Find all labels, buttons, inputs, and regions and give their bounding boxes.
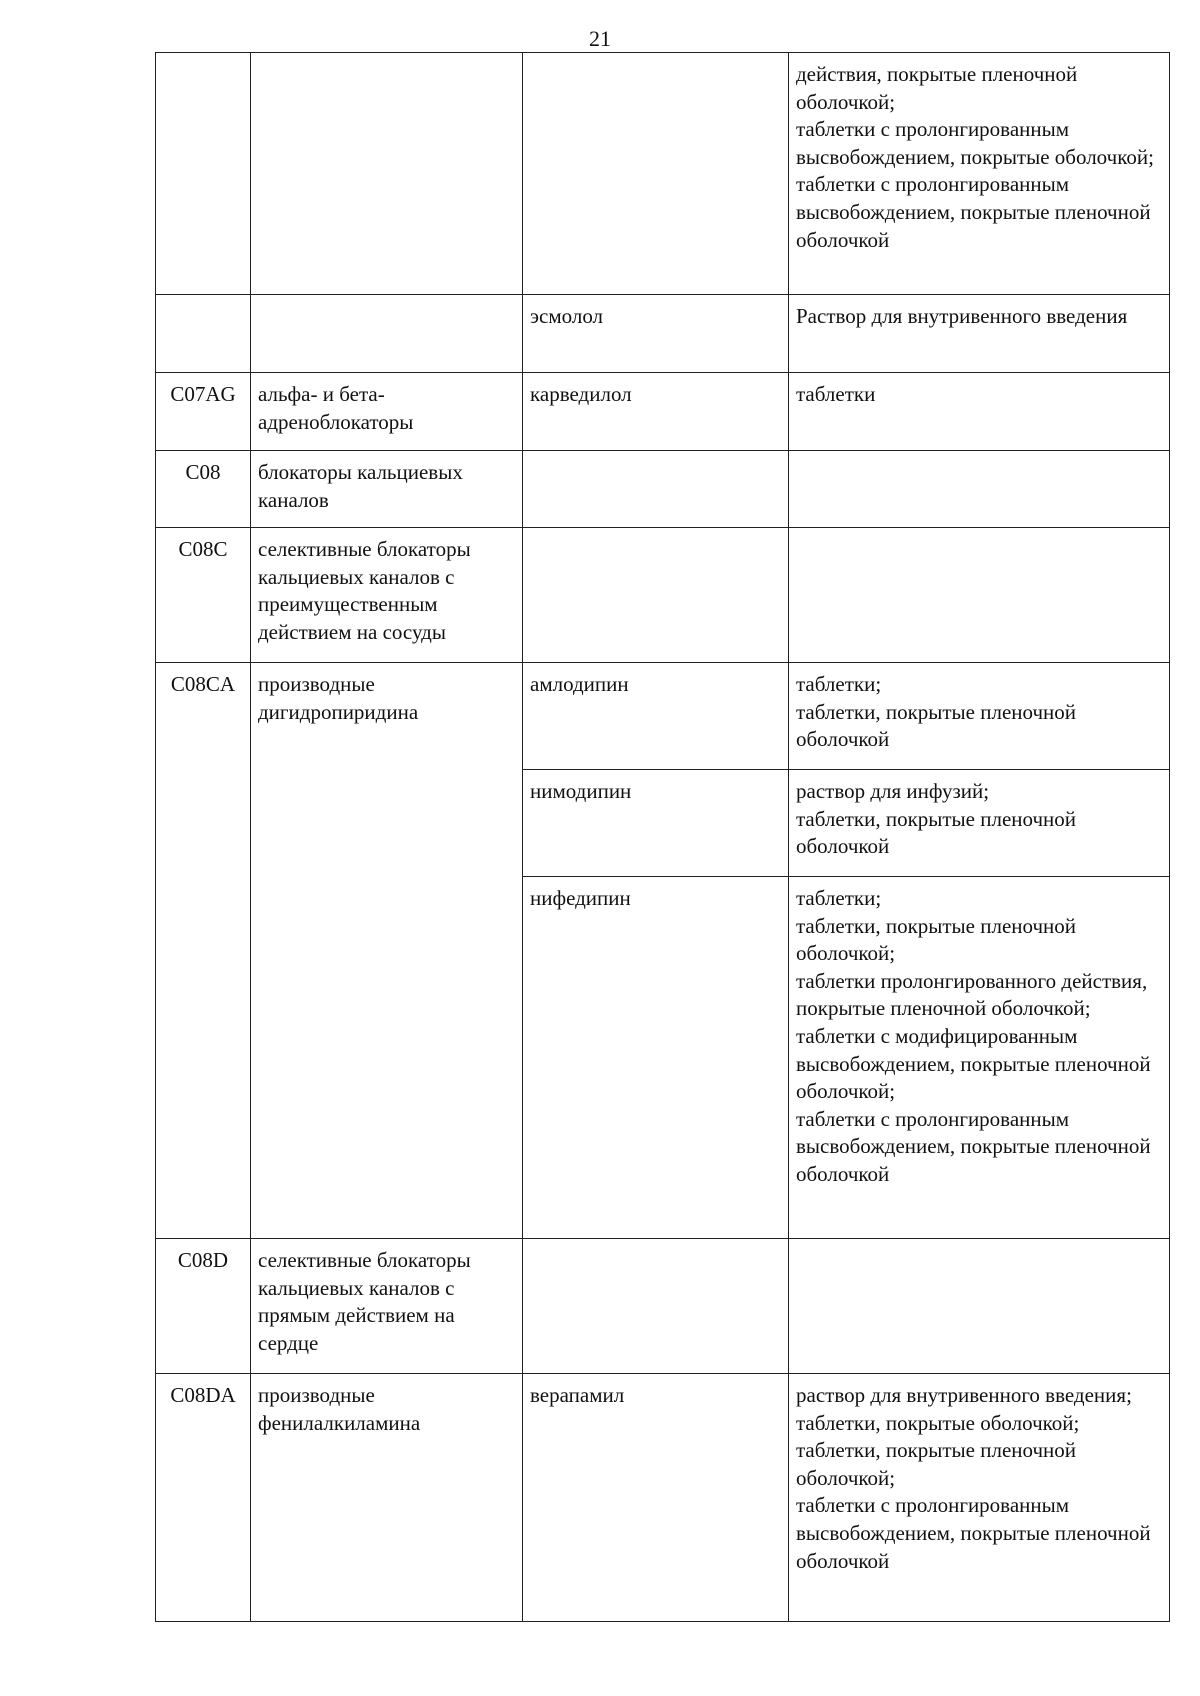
dosage-forms-cell — [789, 451, 1170, 528]
table-row — [156, 1374, 1170, 1622]
atc-code-cell: C08CA — [156, 663, 251, 1239]
table-row — [156, 528, 1170, 663]
group-name-cell — [251, 295, 523, 373]
group-name-cell: блокаторы кальциевых каналов — [251, 451, 523, 528]
dosage-forms-cell: раствор для внутривенного введения; таблетки, покрытые оболочкой; таблетки, покрытые пленочной оболочкой; таблетки с пролонгированным высвобождением, покрытые пленочной оболочкой — [789, 1374, 1170, 1622]
group-name-cell: селективные блокаторы кальциевых каналов с преимущественным действием на сосуды — [251, 528, 523, 663]
drug-name-cell — [523, 528, 789, 663]
group-name-cell: производные фенилалкиламина — [251, 1374, 523, 1622]
atc-code-cell: C08D — [156, 1239, 251, 1374]
dosage-forms-cell: действия, покрытые пленочной оболочкой; таблетки с пролонгированным высвобождением, покрытые оболочкой; таблетки с пролонгированным высвобождением, покрытые пленочной оболочкой — [789, 53, 1170, 295]
table-row — [156, 373, 1170, 451]
drug-table — [155, 52, 1170, 1622]
dosage-forms-cell: таблетки; таблетки, покрытые пленочной оболочкой; таблетки пролонгированного действия, покрытые пленочной оболочкой; таблетки с модифицированным высвобождением, покрытые пленочной оболочкой; таблетки с пролонгированным высвобождением, покрытые пленочной оболочкой — [789, 877, 1170, 1239]
drug-name-cell: карведилол — [523, 373, 789, 451]
table-row — [156, 295, 1170, 373]
atc-code-cell — [156, 295, 251, 373]
table-row — [156, 1239, 1170, 1374]
drug-name-cell — [523, 53, 789, 295]
dosage-forms-cell: раствор для инфузий; таблетки, покрытые пленочной оболочкой — [789, 770, 1170, 877]
drug-name-cell — [523, 451, 789, 528]
atc-code-cell: C08DA — [156, 1374, 251, 1622]
atc-code-cell: C08 — [156, 451, 251, 528]
drug-name-cell: верапамил — [523, 1374, 789, 1622]
atc-code-cell — [156, 53, 251, 295]
drug-name-cell: нимодипин — [523, 770, 789, 877]
atc-code-cell: C08C — [156, 528, 251, 663]
dosage-forms-cell — [789, 528, 1170, 663]
table-row — [156, 53, 1170, 295]
drug-name-cell — [523, 1239, 789, 1374]
dosage-forms-cell: таблетки; таблетки, покрытые пленочной оболочкой — [789, 663, 1170, 770]
drug-name-cell: нифедипин — [523, 877, 789, 1239]
dosage-forms-cell: таблетки — [789, 373, 1170, 451]
table-row — [156, 663, 1170, 770]
page-number: 21 — [589, 26, 611, 51]
table-row — [156, 451, 1170, 528]
group-name-cell: производные дигидропиридина — [251, 663, 523, 1239]
group-name-cell: селективные блокаторы кальциевых каналов с прямым действием на сердце — [251, 1239, 523, 1374]
drug-name-cell: амлодипин — [523, 663, 789, 770]
dosage-forms-cell — [789, 1239, 1170, 1374]
group-name-cell: альфа- и бета-адреноблокаторы — [251, 373, 523, 451]
group-name-cell — [251, 53, 523, 295]
drug-name-cell: эсмолол — [523, 295, 789, 373]
atc-code-cell: C07AG — [156, 373, 251, 451]
dosage-forms-cell: Раствор для внутривенного введения — [789, 295, 1170, 373]
